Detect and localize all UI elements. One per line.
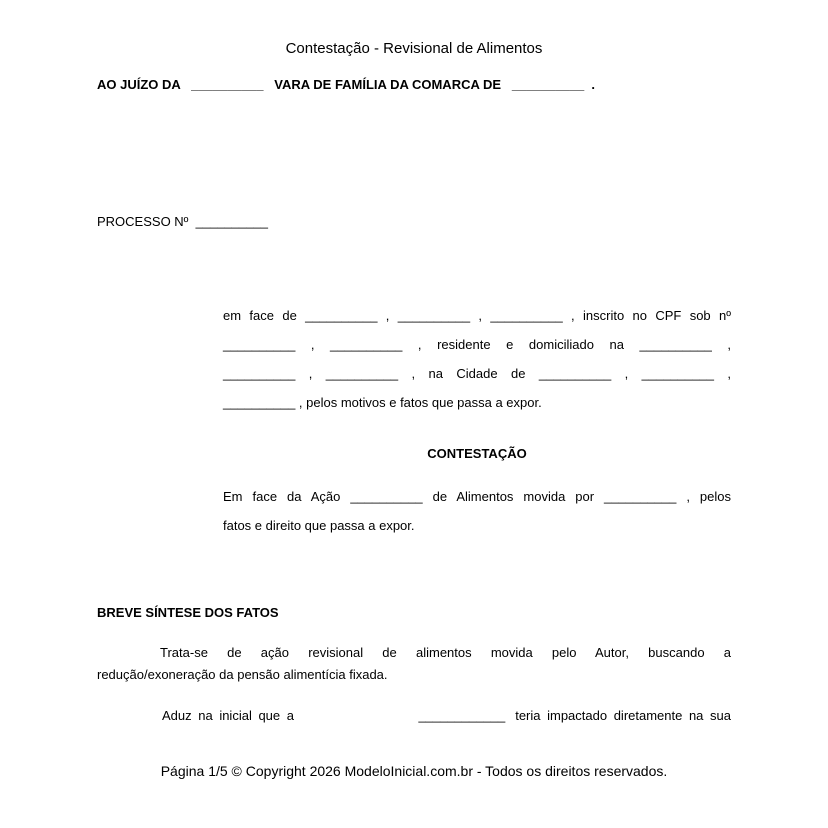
document-title: Contestação - Revisional de Alimentos	[285, 40, 543, 57]
opening-line: fatos e direito que passa a expor.	[223, 518, 415, 533]
opening-line: Em face da Ação __________ de Alimentos movida por __________ , pelos	[223, 489, 731, 504]
page-footer-copyright: Página 1/5 © Copyright 2026 ModeloInicial.com.br - Todos os direitos reservados.	[160, 763, 668, 779]
aduz-text-end: teria impactado diretamente na sua	[515, 708, 731, 723]
facts-paragraph	[97, 642, 731, 686]
aduz-paragraph-line	[162, 708, 731, 723]
inline-blank: ____________	[418, 708, 506, 723]
defendant-qualification-paragraph	[223, 301, 731, 417]
contestacao-section-heading: CONTESTAÇÃO	[427, 446, 527, 461]
opening-paragraph	[223, 482, 731, 540]
facts-section-heading: BREVE SÍNTESE DOS FATOS	[97, 605, 279, 620]
court-addressing-line: AO JUÍZO DA __________ VARA DE FAMÍLIA DA COMARCA DE __________ .	[97, 77, 596, 92]
aduz-text-start: Aduz na inicial que a	[162, 708, 294, 723]
qualification-line: __________ , __________ , residente e domiciliado na __________ ,	[223, 337, 731, 352]
process-number-line: PROCESSO Nº __________	[97, 214, 268, 229]
facts-line: redução/exoneração da pensão alimentícia fixada.	[97, 667, 388, 682]
qualification-line: __________ , pelos motivos e fatos que passa a expor.	[223, 395, 542, 410]
qualification-line: __________ , __________ , na Cidade de __________ , __________ ,	[223, 366, 731, 381]
facts-line: Trata-se de ação revisional de alimentos movida pelo Autor, buscando a	[160, 645, 731, 660]
qualification-line: em face de __________ , __________ , __________ , inscrito no CPF sob nº	[223, 308, 731, 323]
